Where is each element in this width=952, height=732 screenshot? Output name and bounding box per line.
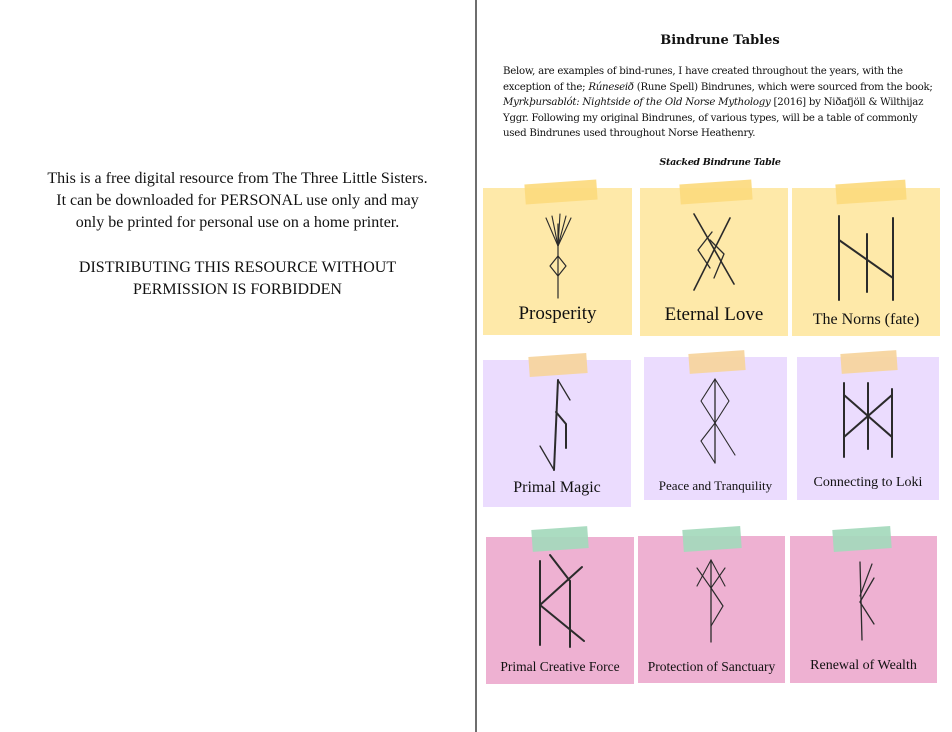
table-title: Stacked Bindrune Table (659, 157, 781, 168)
norns-rune-icon (792, 210, 940, 302)
distribution-warning (0, 257, 475, 301)
tape-strip (840, 350, 897, 374)
bindrune-label: Connecting to Loki (813, 475, 923, 490)
tape-strip (679, 180, 752, 205)
sanctuary-rune-icon (638, 556, 785, 646)
creative-force-rune-icon (486, 553, 634, 649)
bindrune-label: Prosperity (518, 303, 597, 324)
bindrune-label: Eternal Love (664, 304, 764, 325)
bindrune-label: Renewal of Wealth (810, 658, 917, 673)
warning-line: DISTRIBUTING THIS RESOURCE WITHOUT (78, 259, 397, 276)
tape-strip (528, 353, 587, 377)
bindrune-label: Protection of Sanctuary (647, 659, 776, 674)
bindrune-label: Peace and Tranquility (658, 478, 773, 493)
bindrune-card-peace (644, 357, 787, 500)
notice-line: This is a free digital resource from The Three Little Sisters. (47, 170, 428, 187)
intro-book-title: Myrkþursablót: Nightside of the Old Norse Mythology (503, 97, 771, 108)
tape-strip (688, 350, 745, 374)
bindrune-card-eternal-love (640, 188, 788, 336)
notice-line: It can be downloaded for PERSONAL use only and may (56, 192, 419, 209)
peace-rune-icon (644, 377, 787, 467)
primal-magic-rune-icon (483, 378, 631, 474)
bindrune-label: Primal Magic (513, 479, 601, 496)
intro-text: [2016] by Niðafjöll & Wilthijaz Yggr. Following my original Bindrunes, of various types, will be a table of commonly used Bindrunes used throughout Norse Heathenry. (503, 97, 924, 139)
tape-strip (835, 180, 906, 205)
tape-strip (531, 526, 588, 552)
bindrune-card-prosperity (483, 188, 632, 335)
wealth-rune-icon (790, 556, 937, 646)
bindrune-card-norns (792, 188, 940, 336)
bindrune-card-primal-magic (483, 360, 631, 507)
notice-line: only be printed for personal use on a home printer. (75, 214, 400, 231)
bindrune-card-sanctuary (638, 536, 785, 683)
bindrune-card-wealth (790, 536, 937, 683)
warning-line: PERMISSION IS FORBIDDEN (133, 281, 342, 298)
page-title: Bindrune Tables (660, 33, 780, 48)
loki-rune-icon (797, 379, 939, 459)
bindrune-label: Primal Creative Force (500, 659, 620, 674)
eternal-love-rune-icon (640, 210, 788, 294)
bindrune-label: The Norns (fate) (812, 311, 920, 328)
page-divider (475, 0, 477, 732)
tape-strip (832, 526, 891, 552)
tape-strip (682, 526, 741, 552)
notice-paragraph (0, 168, 475, 234)
intro-text: Below, are examples of bind-runes, I have created throughout the years, with the exception of the; (503, 66, 903, 93)
intro-text: (Rune Spell) Bindrunes, which were sourced from the book; (633, 81, 933, 93)
intro-runeseid: Rúneseið (588, 81, 634, 93)
bindrune-card-loki (797, 357, 939, 500)
bindrune-card-creative-force (486, 537, 634, 684)
tape-strip (524, 180, 597, 205)
prosperity-rune-icon (483, 212, 632, 300)
intro-paragraph (503, 64, 941, 142)
